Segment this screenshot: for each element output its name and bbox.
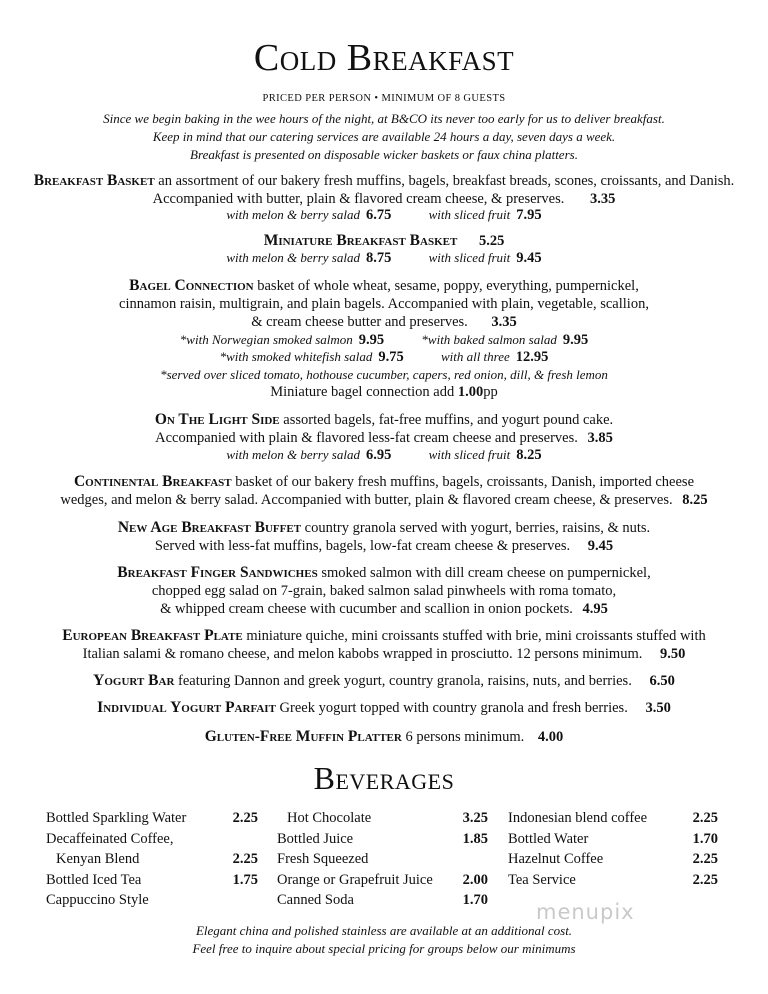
beverage-price: 1.70 [692, 830, 718, 847]
item-description: miniature quiche, mini croissants stuffed with brie, mini croissants stuffed with [246, 628, 706, 644]
beverage-name: Bottled Iced Tea [46, 871, 142, 888]
beverage-name: Hazelnut Coffee [508, 851, 604, 867]
item-description-line [0, 537, 768, 555]
bagel-footnote: *served over sliced tomato, hothouse cucumber, capers, red onion, dill, & fresh lemon [160, 367, 608, 382]
beverage-price: 2.25 [692, 851, 718, 867]
intro-line-3: Breakfast is presented on disposable wicker baskets or faux china platters. [190, 147, 578, 162]
item-description: country granola served with yogurt, berries, raisins, & nuts. [304, 520, 651, 536]
option-label: with melon & berry salad [226, 207, 360, 222]
item-description: basket of our bakery fresh muffins, bagels, croissants, Danish, imported cheese [235, 474, 695, 490]
item-name: Yogurt Bar [93, 672, 175, 689]
beverage-name: Cappuccino Style [46, 892, 149, 908]
beverage-price: 2.25 [232, 851, 258, 867]
beverage-name: Orange or Grapefruit Juice [277, 871, 433, 888]
beverage-name: Bottled Juice [277, 830, 354, 847]
footer-line-2: Feel free to inquire about special pricing for groups below our minimums [192, 941, 576, 956]
intro-line-2: Keep in mind that our catering services are available 24 hours a day, seven days a week. [152, 129, 616, 144]
option-label: with melon & berry salad [226, 447, 360, 462]
yogurt-parfait-item [0, 699, 768, 717]
beverage-row [277, 808, 488, 829]
item-price: 4.00 [537, 729, 564, 745]
beverage-price: 2.25 [692, 810, 718, 826]
item-name: Continental Breakfast [73, 473, 232, 490]
item-price: 8.25 [682, 492, 708, 508]
addon-price: 1.00 [457, 384, 484, 400]
option-price: 8.75 [365, 250, 392, 266]
item-name: Gluten-Free Muffin Platter [204, 728, 402, 745]
item-description-line [0, 645, 768, 663]
item-description: 6 persons minimum. [405, 729, 525, 745]
option-price: 9.45 [516, 250, 542, 266]
item-description: & cream cheese butter and preserves. [251, 314, 468, 330]
item-description: Greek yogurt topped with country granola and fresh berries. [279, 700, 628, 716]
item-price: 4.95 [582, 601, 608, 617]
item-description-line: chopped egg salad on 7-grain, baked salmon salad pinwheels with roma tomato, [151, 583, 617, 599]
pricing-note: PRICED PER PERSON • MINIMUM OF 8 GUESTS [262, 93, 506, 104]
item-price: 9.45 [587, 538, 614, 554]
item-options [0, 249, 768, 267]
beverage-row [508, 829, 718, 850]
beverage-price: 1.70 [462, 892, 488, 908]
item-price: 3.35 [589, 191, 616, 207]
beverage-price: 1.75 [232, 871, 258, 888]
menupix-watermark: menupix [536, 900, 635, 924]
item-description: Italian salami & romano cheese, and melon kabobs wrapped in prosciutto. 12 persons minimum. [82, 646, 643, 662]
item-description: an assortment of our bakery fresh muffins, bagels, breakfast breads, scones, croissants, and Danish. [158, 173, 735, 189]
addon-label: Miniature bagel connection add [270, 384, 455, 400]
beverage-row [508, 808, 718, 829]
option-price: 6.95 [365, 447, 392, 463]
breakfast-basket-item [0, 172, 768, 190]
item-name: Miniature Breakfast Basket [263, 232, 458, 249]
beverage-row [46, 849, 258, 870]
option [429, 446, 542, 464]
beverage-name: Bottled Water [508, 830, 589, 847]
option-price: 6.75 [365, 207, 392, 223]
light-side-item [0, 411, 768, 429]
option-label: with melon & berry salad [226, 250, 360, 265]
option-price: 9.95 [358, 332, 385, 348]
option-label: with all three [440, 349, 510, 364]
item-description: wedges, and melon & berry salad. Accompanied with butter, plain & flavored cream cheese, & preserves. [60, 492, 673, 508]
option [220, 348, 404, 366]
option [429, 206, 542, 224]
item-description: Accompanied with plain & flavored less-fat cream cheese and preserves. [155, 430, 578, 446]
beverage-name: Fresh Squeezed [277, 851, 369, 867]
beverage-name: Hot Chocolate [287, 810, 372, 826]
beverage-price: 2.25 [232, 810, 258, 826]
option [180, 331, 384, 349]
item-description-line [0, 600, 768, 618]
addon-unit: pp [483, 384, 498, 400]
bagel-connection-item [0, 277, 768, 295]
item-price: 3.35 [491, 314, 517, 330]
item-options [0, 206, 768, 224]
beverage-price: 1.85 [462, 830, 488, 847]
item-options [0, 331, 768, 349]
option [429, 249, 542, 267]
item-name: On The Light Side [154, 411, 280, 428]
beverage-row [46, 808, 258, 829]
beverage-name: Bottled Sparkling Water [46, 810, 187, 826]
option [226, 206, 391, 224]
item-name: Breakfast Basket [33, 172, 155, 189]
item-description: smoked salmon with dill cream cheese on pumpernickel, [321, 565, 651, 581]
new-age-item [0, 519, 768, 537]
page-title: Cold Breakfast [253, 37, 515, 79]
item-price: 9.50 [660, 646, 686, 662]
option [421, 331, 588, 349]
beverage-name: Kenyan Blend [56, 851, 140, 867]
beverage-name: Tea Service [508, 871, 576, 888]
item-price: 6.50 [649, 673, 675, 689]
beverage-row [46, 829, 258, 850]
option-price: 8.25 [516, 447, 542, 463]
item-price: 5.25 [478, 233, 505, 249]
beverage-row [46, 890, 258, 911]
item-price: 3.85 [587, 430, 613, 446]
item-name: New Age Breakfast Buffet [117, 519, 302, 536]
item-description-line [0, 313, 768, 331]
option-price: 9.95 [562, 332, 589, 348]
beverage-name: Indonesian blend coffee [508, 810, 648, 826]
option-label: with sliced fruit [428, 250, 511, 265]
item-description-line [0, 491, 768, 509]
beverages-column-1 [46, 808, 258, 911]
finger-sandwiches-item [0, 564, 768, 582]
option-label: *with baked salmon salad [421, 332, 557, 347]
option-price: 12.95 [515, 349, 549, 365]
gluten-free-item [0, 728, 768, 746]
continental-item [0, 473, 768, 491]
beverages-column-2 [277, 808, 488, 911]
item-description: basket of whole wheat, sesame, poppy, everything, pumpernickel, [257, 278, 639, 294]
option-price: 7.95 [516, 207, 542, 223]
miniature-basket-item [0, 232, 768, 250]
item-price: 3.50 [645, 700, 671, 716]
beverage-price: 3.25 [462, 810, 488, 826]
item-description: assorted bagels, fat-free muffins, and yogurt pound cake. [283, 412, 614, 428]
beverage-row [46, 870, 258, 891]
item-description: Accompanied with butter, plain & flavored cream cheese, & preserves. [152, 191, 565, 207]
item-options [0, 446, 768, 464]
option [441, 348, 548, 366]
intro-line-1: Since we begin baking in the wee hours of the night, at B&CO its never too early for us to deliver breakfast. [103, 111, 665, 126]
beverage-row [277, 849, 488, 870]
beverages-column-3 [508, 808, 718, 890]
option [226, 249, 391, 267]
option-label: with sliced fruit [428, 207, 511, 222]
bagel-addon [0, 383, 768, 401]
option-label: with sliced fruit [428, 447, 511, 462]
option [226, 446, 391, 464]
european-plate-item [0, 627, 768, 645]
option-label: *with smoked whitefish salad [219, 349, 373, 364]
footer-line-1: Elegant china and polished stainless are available at an additional cost. [195, 923, 573, 938]
beverage-price: 2.25 [692, 871, 718, 888]
beverage-row [277, 890, 488, 911]
item-description-line: cinnamon raisin, multigrain, and plain bagels. Accompanied with plain, vegetable, scallion, [119, 296, 649, 312]
option-label: *with Norwegian smoked salmon [179, 332, 353, 347]
beverage-name: Canned Soda [277, 892, 354, 908]
item-description: Served with less-fat muffins, bagels, low-fat cream cheese & preserves. [154, 538, 571, 554]
beverage-price: 2.00 [462, 871, 488, 888]
item-description-line [0, 429, 768, 447]
item-options [0, 348, 768, 366]
item-name: Bagel Connection [129, 277, 254, 294]
item-description: featuring Dannon and greek yogurt, country granola, raisins, nuts, and berries. [178, 673, 632, 689]
yogurt-bar-item [0, 672, 768, 690]
beverage-row [277, 829, 488, 850]
item-name: Individual Yogurt Parfait [97, 699, 276, 716]
beverages-title: Beverages [313, 760, 455, 796]
option-price: 9.75 [378, 349, 404, 365]
beverage-row [508, 849, 718, 870]
beverage-row [277, 870, 488, 891]
item-description: & whipped cream cheese with cucumber and scallion in onion pockets. [160, 601, 573, 617]
beverage-row [508, 870, 718, 891]
item-name: European Breakfast Plate [62, 627, 243, 644]
beverage-name: Decaffeinated Coffee, [46, 830, 174, 847]
item-name: Breakfast Finger Sandwiches [117, 564, 318, 581]
